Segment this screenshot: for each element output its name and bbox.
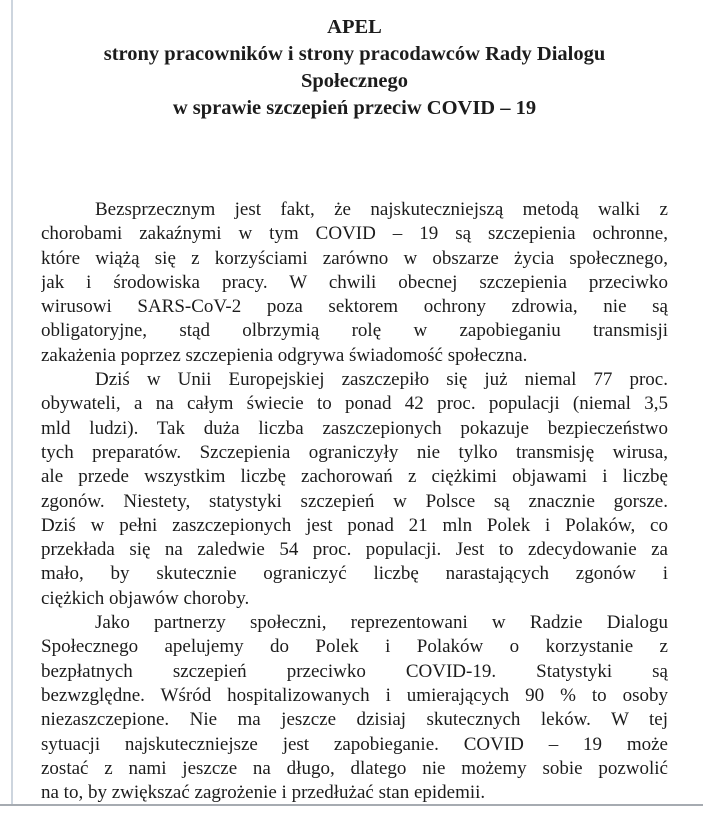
text-line: Dziś w pełni zaszczepionych jest ponad 21 mln Polek i Polaków, co	[41, 514, 668, 536]
document-title	[41, 14, 668, 122]
text-line: obligatoryjne, stąd olbrzymią rolę w zapobieganiu transmisji	[41, 320, 668, 342]
text-line: przekłada się na zaledwie 54 proc. populacji. Jest to zdecydowanie za	[41, 539, 668, 561]
paragraph	[41, 368, 668, 611]
text-line: Jako partnerzy społeczni, reprezentowani w Radzie Dialogu	[95, 612, 668, 634]
text-line: mld ludzi). Tak duża liczba zaszczepionych pokazuje bezpieczeństwo	[41, 417, 668, 439]
paragraph	[41, 611, 668, 805]
title-line: w sprawie szczepień przeciw COVID – 19	[172, 97, 537, 119]
left-page-rule	[11, 0, 13, 805]
text-line: Dziś w Unii Europejskiej zaszczepiło się już niemal 77 proc.	[95, 369, 668, 391]
document-content	[41, 14, 668, 805]
text-line: niezaszczepione. Nie ma jeszcze dzisiaj skutecznych leków. W tej	[41, 709, 668, 731]
paragraph	[41, 198, 668, 368]
text-line: bezpłatnych szczepień przeciwko COVID-19. Statystyki są	[41, 660, 668, 682]
text-line: na to, by zwiększać zagrożenie i przedłużać stan epidemii.	[41, 782, 486, 804]
document-body	[41, 198, 668, 805]
text-line: zostać z nami jeszcze na długo, dlatego nie możemy sobie pozwolić	[41, 757, 668, 779]
text-line: tych preparatów. Szczepienia ograniczyły nie tylko transmisję wirusa,	[41, 441, 668, 463]
text-line: Bezsprzecznym jest fakt, że najskuteczniejszą metodą walki z	[95, 199, 668, 220]
text-line: które wiążą się z korzyściami zarówno w obszarze życia społecznego,	[41, 247, 668, 269]
text-line: sytuacji najskuteczniejsze jest zapobieganie. COVID – 19 może	[41, 733, 668, 755]
title-line: Społecznego	[300, 70, 409, 92]
text-line: wirusowi SARS-CoV-2 poza sektorem ochrony zdrowia, nie są	[41, 296, 668, 318]
text-line: zakażenia poprzez szczepienia odgrywa świadomość społeczna.	[41, 344, 528, 366]
text-line: ciężkich objawów choroby.	[41, 587, 250, 609]
text-line: ale przede wszystkim liczbę zachorowań z ciężkimi objawami i liczbę	[41, 466, 668, 488]
title-line: APEL	[327, 16, 382, 38]
text-line: obywateli, a na całym świecie to ponad 42 proc. populacji (niemal 3,5	[41, 393, 668, 415]
text-line: Społecznego apelujemy do Polek i Polaków o korzystanie z	[41, 636, 668, 658]
text-line: chorobami zakaźnymi w tym COVID – 19 są szczepienia ochronne,	[41, 223, 668, 245]
text-line: mało, by skutecznie ograniczyć liczbę narastających zgonów i	[41, 563, 668, 585]
text-line: zgonów. Niestety, statystyki szczepień w Polsce są znacznie gorsze.	[41, 490, 668, 512]
title-line: strony pracowników i strony pracodawców Rady Dialogu	[103, 43, 606, 65]
text-line: jak i środowiska pracy. W chwili obecnej szczepienia przeciwko	[41, 271, 668, 293]
text-line: bezwzględne. Wśród hospitalizowanych i umierających 90 % to osoby	[41, 684, 668, 706]
